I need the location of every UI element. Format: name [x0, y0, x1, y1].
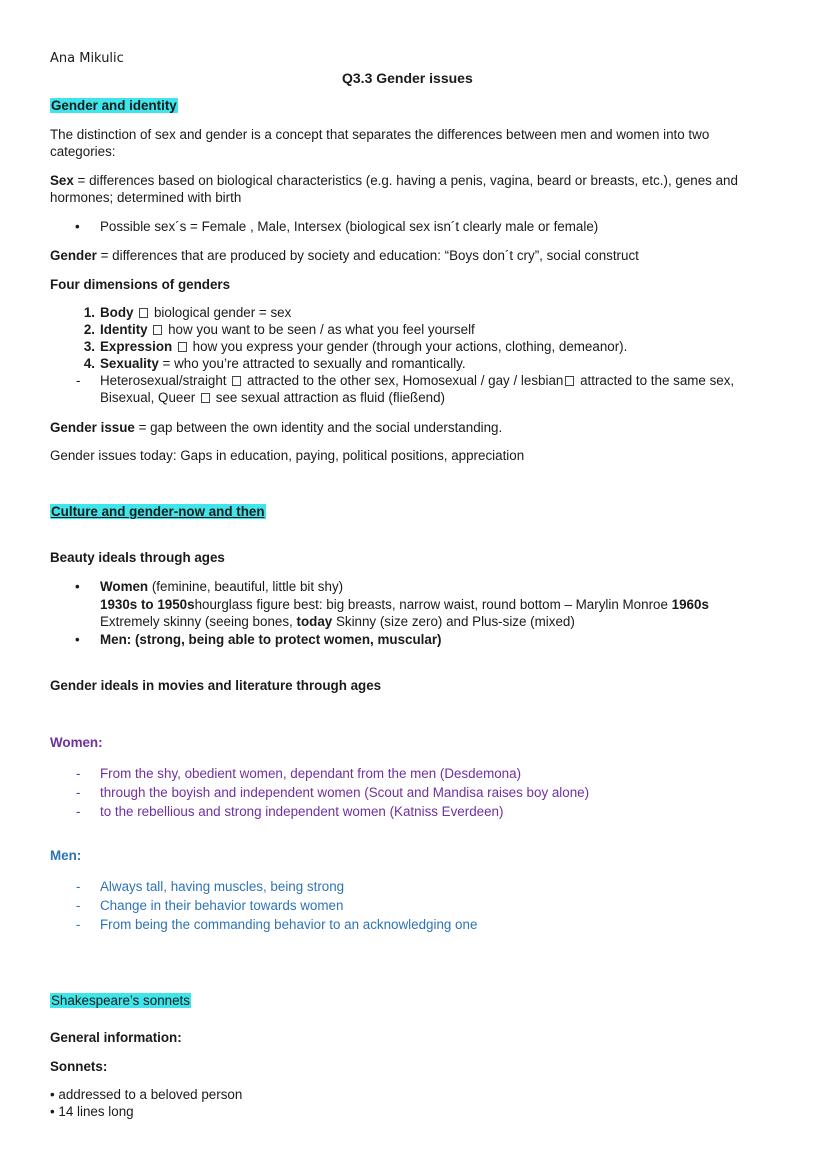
sex-definition-line-1: Sex = differences based on biological characteristics (e.g. having a penis, vagina, beard or breasts, etc.), genes and: [50, 173, 738, 188]
beauty-ideals-heading: Beauty ideals through ages: [50, 550, 225, 565]
gender-issue-definition: Gender issue = gap between the own identity and the social understanding.: [50, 420, 503, 435]
dimension-number: 3.: [83, 339, 95, 354]
dimension-expression: Expression how you express your gender (through your actions, clothing, demeanor).: [100, 339, 628, 354]
men-beauty-line: Men: (strong, being able to protect women, muscular): [100, 632, 442, 647]
sex-definition-line-2: hormones; determined with birth: [50, 190, 242, 205]
arrow-placeholder-icon: [201, 393, 210, 403]
dash-marker: -: [76, 898, 81, 913]
women-ideal-item: From the shy, obedient women, dependant from the men (Desdemona): [100, 766, 522, 781]
orientations-line-1: Heterosexual/straight attracted to the other sex, Homosexual / gay / lesbian attracted to the same sex,: [100, 373, 735, 388]
men-ideal-item: Always tall, having muscles, being strong: [100, 879, 345, 894]
dash-marker: -: [76, 373, 81, 388]
women-ideal-item: to the rebellious and strong independent women (Katniss Everdeen): [100, 804, 504, 819]
men-label: Men:: [50, 848, 82, 863]
bullet-dot: •: [75, 632, 80, 647]
general-information-heading: General information:: [50, 1030, 182, 1045]
author-name: Ana Mikulic: [50, 51, 124, 66]
men-ideal-item: From being the commanding behavior to an acknowledging one: [100, 917, 478, 932]
dimension-body: Body biological gender = sex: [100, 305, 292, 320]
women-ideal-item: through the boyish and independent women (Scout and Mandisa raises boy alone): [100, 785, 590, 800]
movies-heading: Gender ideals in movies and literature through ages: [50, 678, 382, 693]
arrow-placeholder-icon: [565, 376, 574, 386]
section-heading-culture-gender: Culture and gender-now and then: [51, 504, 265, 519]
men-ideal-item: Change in their behavior towards women: [100, 898, 344, 913]
sonnets-heading: Sonnets:: [50, 1059, 108, 1074]
possible-sexes: Possible sex´s = Female , Male, Intersex (biological sex isn´t clearly male or female): [100, 219, 599, 234]
sonnet-fact: • 14 lines long: [50, 1104, 134, 1119]
women-beauty-line-1: Women (feminine, beautiful, little bit shy): [100, 579, 344, 594]
women-beauty-line-2: 1930s to 1950shourglass figure best: big breasts, narrow waist, round bottom – Marylin Monroe 1960s: [100, 597, 709, 612]
section-heading-shakespeare: Shakespeare’s sonnets: [51, 993, 190, 1008]
dimensions-heading: Four dimensions of genders: [50, 277, 231, 292]
arrow-placeholder-icon: [153, 325, 162, 335]
women-beauty-line-3: Extremely skinny (seeing bones, today Skinny (size zero) and Plus-size (mixed): [100, 614, 575, 629]
dimension-sexuality: Sexuality = who you’re attracted to sexually and romantically.: [100, 356, 466, 371]
dimension-number: 4.: [83, 356, 95, 371]
gender-definition: Gender = differences that are produced by society and education: “Boys don´t cry”, social construct: [50, 248, 639, 263]
dash-marker: -: [76, 879, 81, 894]
orientations-line-2: Bisexual, Queer see sexual attraction as fluid (fließend): [100, 390, 445, 405]
arrow-placeholder-icon: [178, 342, 187, 352]
page-title: Q3.3 Gender issues: [342, 70, 473, 86]
dash-marker: -: [76, 785, 81, 800]
women-label: Women:: [50, 735, 103, 750]
arrow-placeholder-icon: [139, 308, 148, 318]
dash-marker: -: [76, 766, 81, 781]
dimension-number: 2.: [83, 322, 95, 337]
bullet-dot: •: [75, 579, 80, 594]
dimension-number: 1.: [83, 305, 95, 320]
dimension-identity: Identity how you want to be seen / as what you feel yourself: [100, 322, 475, 337]
gender-issues-today: Gender issues today: Gaps in education, paying, political positions, appreciation: [50, 448, 525, 463]
arrow-placeholder-icon: [232, 376, 241, 386]
section-heading-gender-identity: Gender and identity: [51, 98, 177, 113]
dash-marker: -: [76, 804, 81, 819]
bullet-dot: •: [75, 219, 80, 234]
intro-line-2: categories:: [50, 144, 116, 159]
dash-marker: -: [76, 917, 81, 932]
intro-line-1: The distinction of sex and gender is a concept that separates the differences between men and women into two: [50, 127, 710, 142]
sonnet-fact: • addressed to a beloved person: [50, 1087, 243, 1102]
